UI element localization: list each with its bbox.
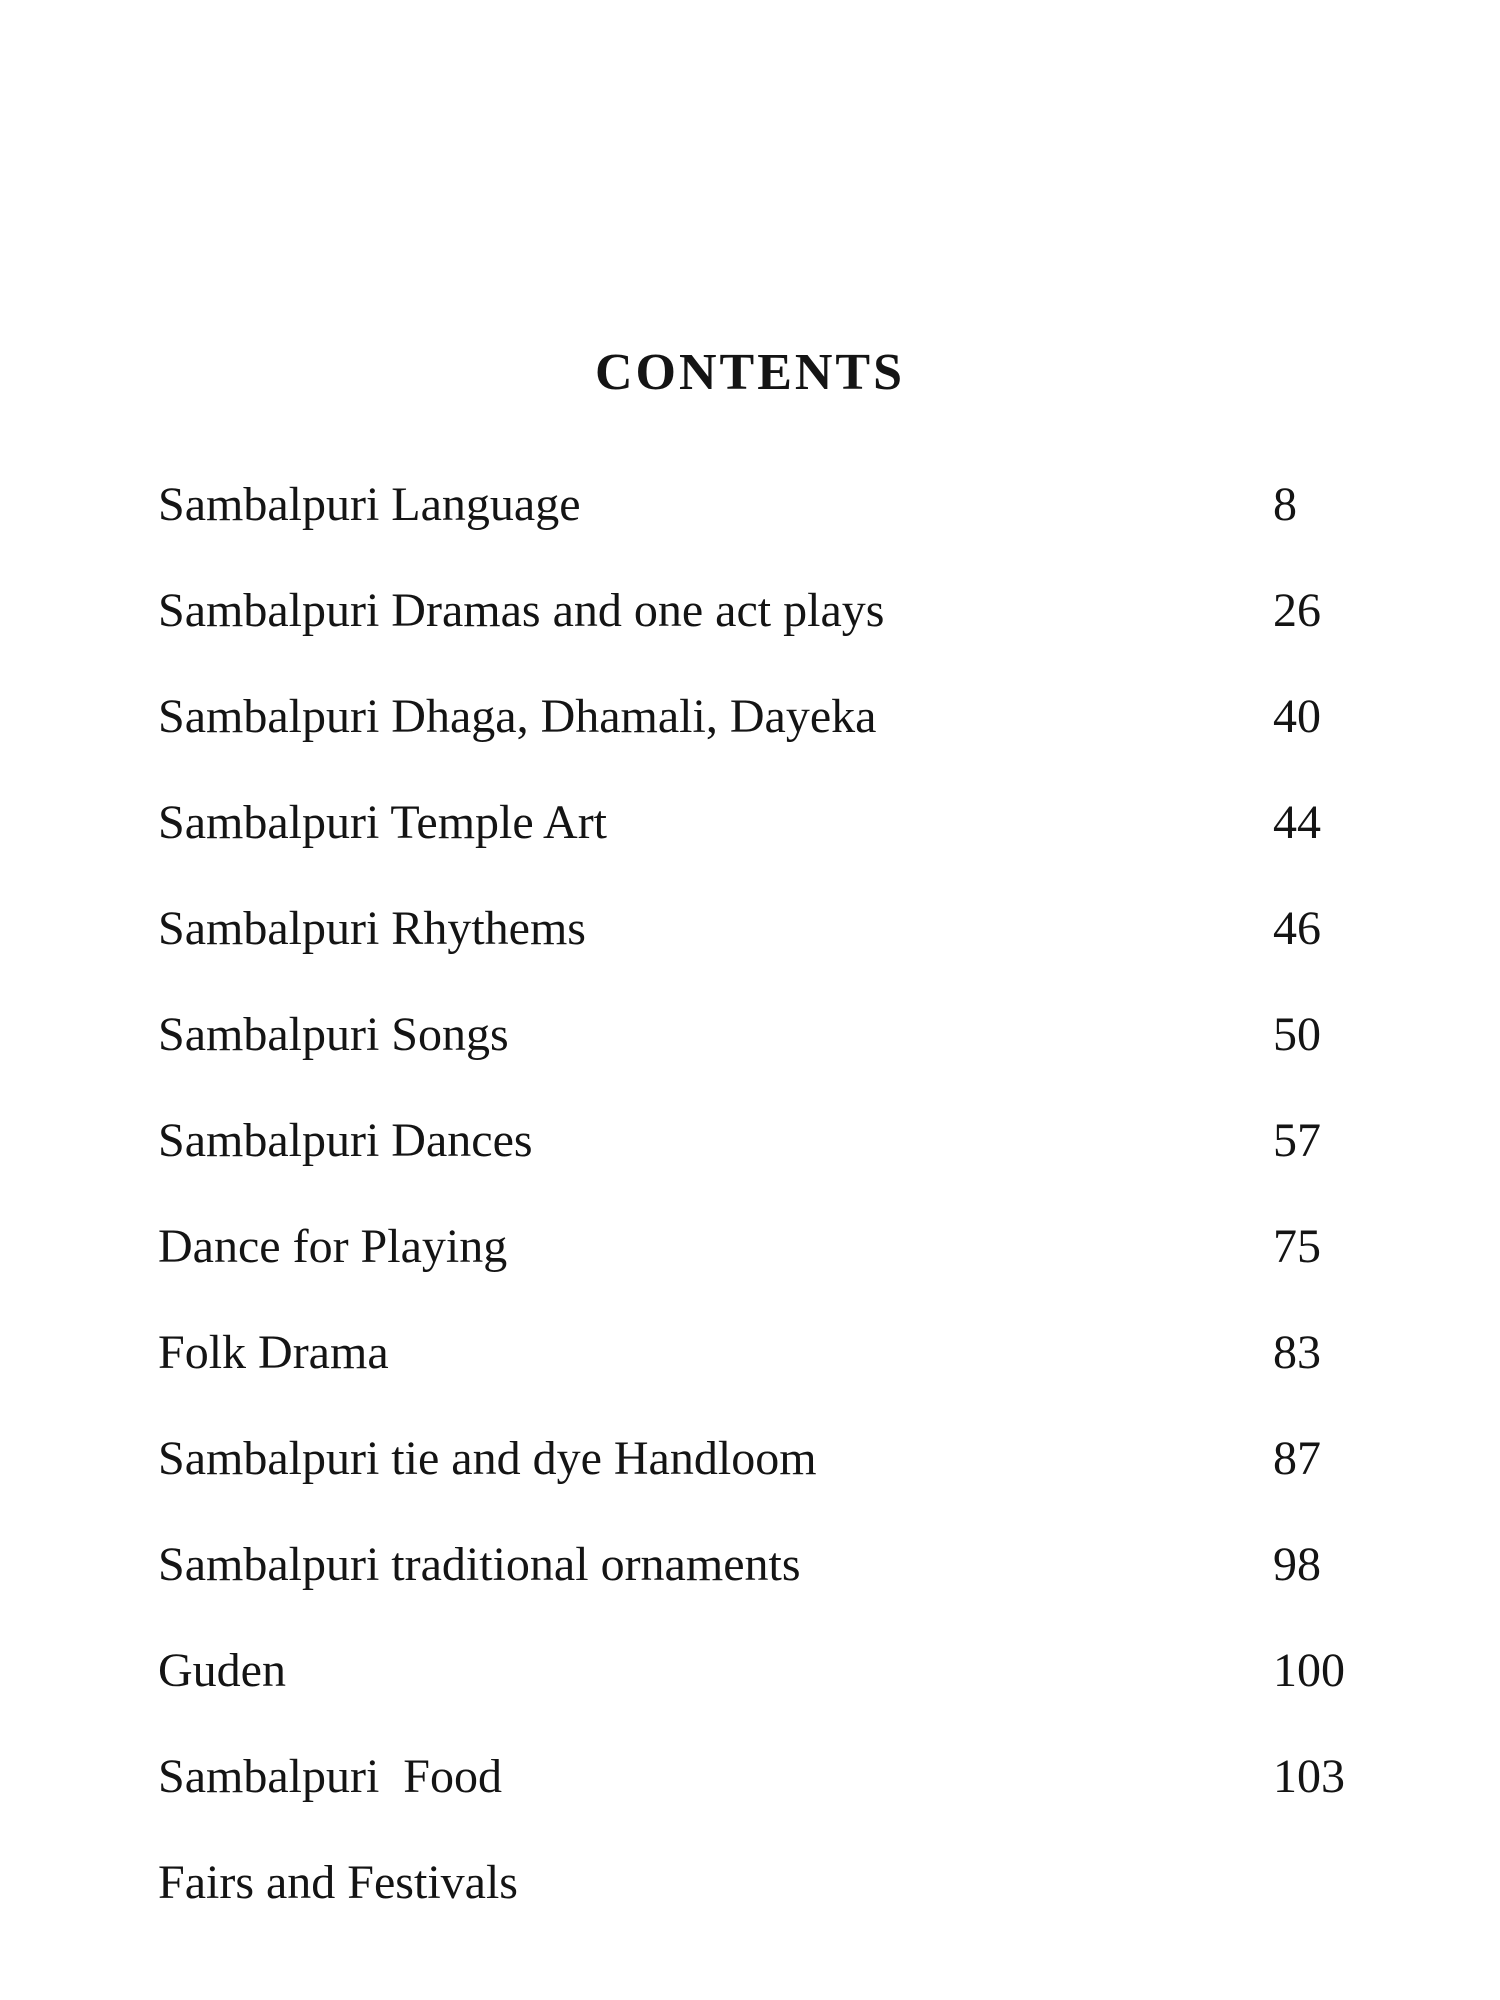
toc-entry-title: Guden [158,1644,286,1697]
toc-entry-title: Sambalpuri Dramas and one act plays [158,584,885,637]
toc-entry [0,460,1500,566]
toc-entry [0,884,1500,990]
toc-entry-title: Folk Drama [158,1326,389,1379]
toc-entry-title: Sambalpuri tie and dye Handloom [158,1432,817,1485]
toc-entry-page: 8 [1273,478,1297,531]
toc-entry-title: Sambalpuri Temple Art [158,796,608,849]
toc-entry-page: 44 [1273,796,1321,849]
toc-entry [0,1308,1500,1414]
toc-entry-page: 100 [1273,1644,1345,1697]
toc-entry-page: 57 [1273,1114,1321,1167]
toc-entry-page: 75 [1273,1220,1321,1273]
toc-entry-page: 46 [1273,902,1321,955]
toc-entry [0,1096,1500,1202]
toc-entry [0,1732,1500,1838]
page-title: CONTENTS [594,344,906,401]
toc-entry [0,1838,1500,1944]
toc-entry-title: Sambalpuri Language [158,478,581,531]
toc-entry [0,990,1500,1096]
toc-entry-title: Sambalpuri Dances [158,1114,533,1167]
toc-entry-title: Sambalpuri traditional ornaments [158,1538,801,1591]
toc-entry-page: 50 [1273,1008,1321,1061]
toc-entry-title: Sambalpuri Songs [158,1008,509,1061]
toc-entry-page: 87 [1273,1432,1321,1485]
toc-entry-page: 83 [1273,1326,1321,1379]
toc-entry [0,1202,1500,1308]
toc-entry [0,1414,1500,1520]
toc-entry [0,672,1500,778]
toc-entry-title: Sambalpuri Food [158,1750,502,1803]
toc-entry-page: 40 [1273,690,1321,743]
toc-entry-title: Fairs and Festivals [158,1856,518,1909]
toc-entry [0,1626,1500,1732]
toc-entry [0,1520,1500,1626]
toc-entry-title: Sambalpuri Rhythems [158,902,586,955]
table-of-contents [0,460,1500,1944]
toc-entry-page: 26 [1273,584,1321,637]
toc-entry-title: Sambalpuri Dhaga, Dhamali, Dayeka [158,690,877,743]
toc-entry-page: 103 [1273,1750,1345,1803]
toc-entry-page: 98 [1273,1538,1321,1591]
toc-entry [0,778,1500,884]
toc-entry-title: Dance for Playing [158,1220,508,1273]
toc-entry [0,566,1500,672]
